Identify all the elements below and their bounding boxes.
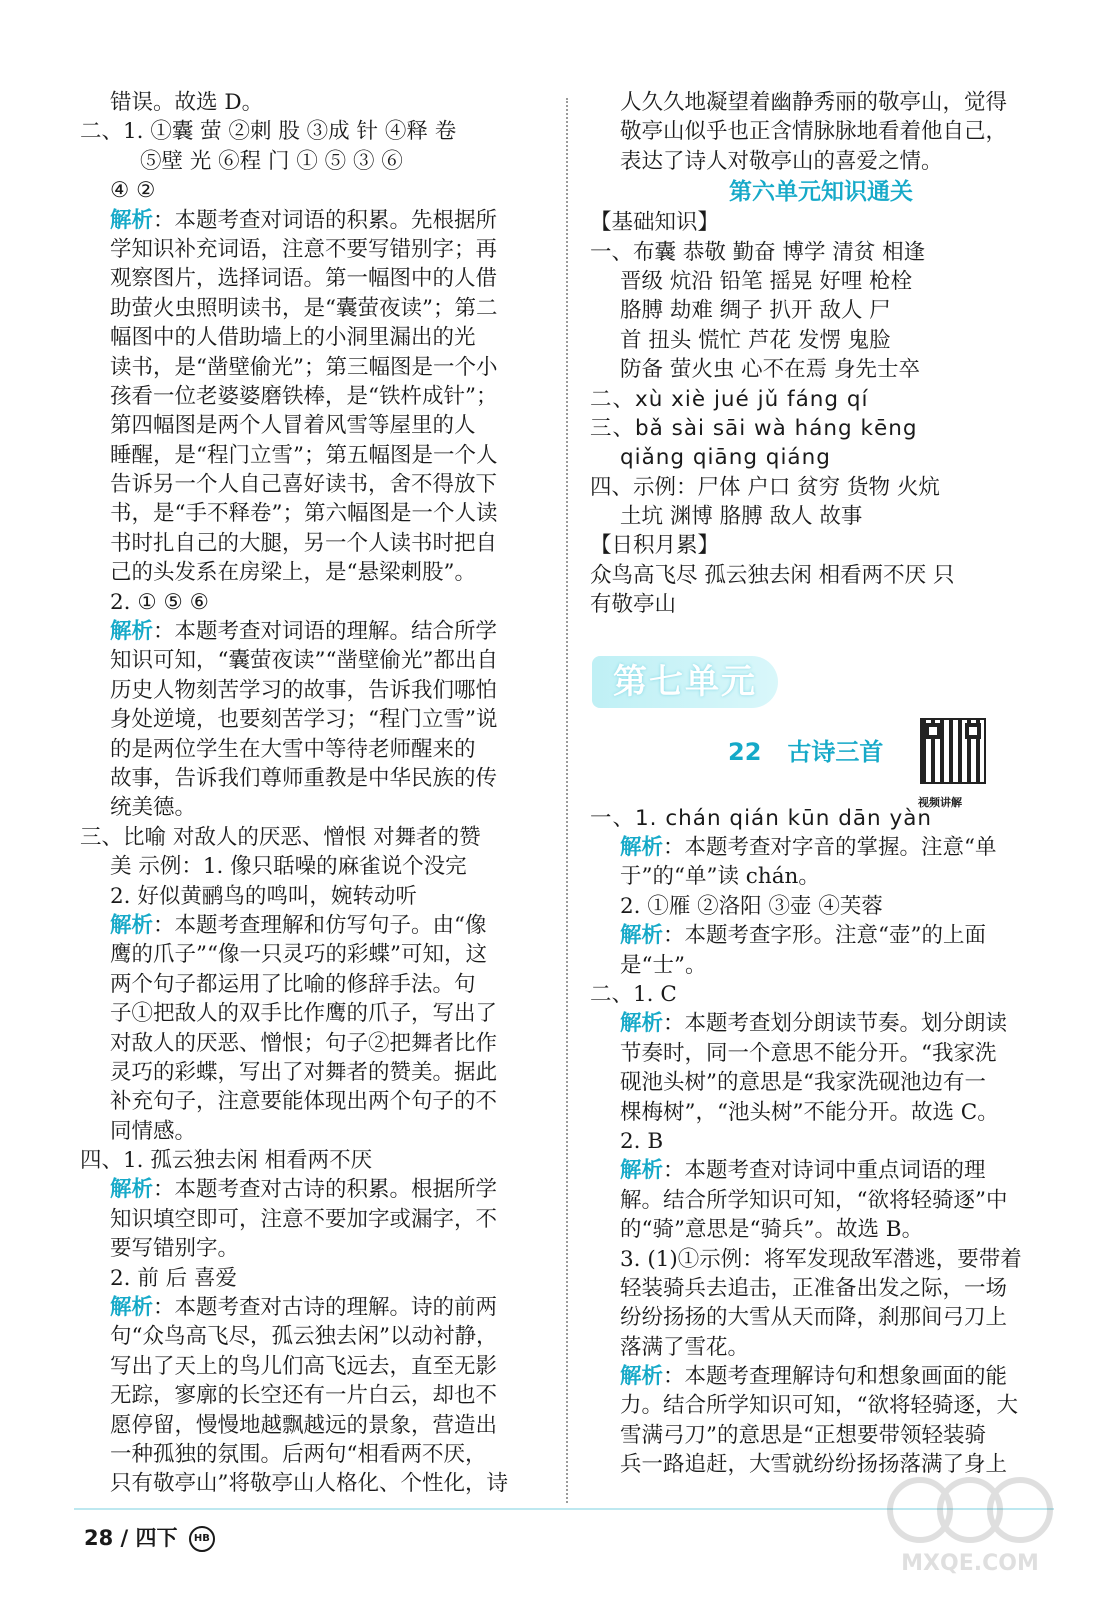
grade-label: 四下 bbox=[135, 1526, 178, 1550]
text-line bbox=[80, 1352, 548, 1381]
text-line bbox=[80, 1029, 548, 1058]
line-text: 知识可知，“囊萤夜读”“凿壁偷光”都出自 bbox=[110, 648, 498, 674]
text-line bbox=[590, 833, 1052, 862]
line-text: 睡醒，是“程门立雪”；第五幅图是一个人 bbox=[110, 442, 498, 468]
line-text: 人久久地凝望着幽静秀丽的敬亭山，觉得 bbox=[620, 90, 1008, 115]
text-line bbox=[80, 588, 548, 617]
line-text: 三、比喻 对敌人的厌恶、憎恨 对舞者的赞 bbox=[80, 824, 481, 850]
line-text: ：本题考查对古诗的理解。诗的前两 bbox=[153, 1295, 498, 1321]
text-line bbox=[80, 1411, 548, 1440]
text-line bbox=[80, 1087, 548, 1116]
text-line bbox=[80, 852, 548, 881]
line-text: 的“骑”意思是“骑兵”。故选 B。 bbox=[620, 1217, 924, 1243]
text-line bbox=[80, 882, 548, 911]
line-text: 书，是“手不释卷”；第六幅图是一个人读 bbox=[110, 501, 498, 527]
text-line bbox=[80, 529, 548, 558]
line-text: 书时扎自己的大腿，另一个人读书时把自 bbox=[110, 530, 498, 556]
unit6-section-title: 第六单元知识通关 bbox=[729, 179, 913, 206]
text-line bbox=[80, 676, 548, 705]
text-line bbox=[590, 502, 1052, 531]
line-text: 晋级 炕沿 铅笔 摇晃 好哩 枪栓 bbox=[620, 268, 913, 294]
text-line bbox=[80, 1117, 548, 1146]
text-line bbox=[80, 88, 548, 117]
text-line bbox=[590, 414, 1052, 443]
text-line bbox=[590, 561, 1052, 590]
analysis-label: 解析 bbox=[110, 1295, 154, 1321]
line-text: 节奏时，同一个意思不能分开。“我家洗 bbox=[620, 1040, 997, 1066]
text-line bbox=[80, 970, 548, 999]
line-text: 有敬亭山 bbox=[590, 592, 677, 618]
line-text: 学知识补充词语，注意不要写错别字；再 bbox=[110, 236, 498, 262]
line-text: 补充句子，注意要能体现出两个句子的不 bbox=[110, 1089, 498, 1115]
line-text: 四、示例：尸体 户口 贫穷 货物 火炕 bbox=[590, 474, 940, 500]
line-text: 鹰的爪子”“像一只灵巧的彩蝶”可知，这 bbox=[110, 942, 487, 968]
text-line bbox=[590, 1098, 1052, 1127]
text-line bbox=[590, 1421, 1052, 1450]
line-text: 孩看一位老婆婆磨铁棒，是“铁杵成针”； bbox=[110, 383, 498, 409]
text-line bbox=[80, 1264, 548, 1293]
line-text: 助萤火虫照明读书，是“囊萤夜读”；第二 bbox=[110, 295, 498, 321]
line-text: ：本题考查理解和仿写句子。由“像 bbox=[153, 912, 487, 938]
analysis-label: 解析 bbox=[620, 835, 664, 861]
text-line bbox=[590, 1186, 1052, 1215]
text-line bbox=[80, 911, 548, 940]
text-line bbox=[590, 88, 1052, 117]
line-text: 砚池头树”的意思是“我家洗砚池边有一 bbox=[620, 1070, 986, 1096]
page-number: 28 bbox=[84, 1526, 114, 1550]
line-text: 只有敬亭山”将敬亭山人格化、个性化，诗 bbox=[110, 1471, 508, 1497]
text-line bbox=[80, 735, 548, 764]
line-text: 一、布囊 恭敬 勤奋 博学 清贫 相逢 bbox=[590, 239, 926, 265]
line-text: 幅图中的人借助墙上的小洞里漏出的光 bbox=[110, 325, 476, 351]
lesson-header bbox=[590, 714, 1052, 809]
line-text: ：本题考查对词语的积累。先根据所 bbox=[153, 207, 498, 233]
text-line bbox=[590, 892, 1052, 921]
line-text: 首 扭头 慌忙 芦花 发愣 鬼脸 bbox=[620, 327, 891, 353]
line-text: 防备 萤火虫 心不在焉 身先士卒 bbox=[620, 357, 921, 383]
text-line bbox=[80, 1322, 548, 1351]
text-line bbox=[80, 1381, 548, 1410]
text-line bbox=[80, 1234, 548, 1263]
analysis-label: 解析 bbox=[620, 1158, 664, 1184]
line-text: 要写错别字。 bbox=[110, 1236, 240, 1262]
text-line bbox=[590, 117, 1052, 146]
text-line bbox=[590, 531, 1052, 560]
text-line bbox=[590, 1127, 1052, 1156]
line-text: qiǎng qiāng qiáng bbox=[620, 445, 831, 471]
text-line bbox=[590, 1215, 1052, 1244]
line-text: 2. B bbox=[620, 1128, 664, 1154]
line-text: 读书，是“凿壁偷光”；第三幅图是一个小 bbox=[110, 354, 498, 380]
analysis-label: 解析 bbox=[110, 619, 154, 645]
text-line bbox=[80, 441, 548, 470]
line-text: 同情感。 bbox=[110, 1118, 197, 1144]
text-line bbox=[590, 1333, 1052, 1362]
text-line bbox=[590, 1303, 1052, 1332]
text-line bbox=[80, 646, 548, 675]
text-line bbox=[80, 1205, 548, 1234]
line-text: 雪满弓刀”的意思是“正想要带领轻装骑 bbox=[620, 1422, 986, 1448]
qr-label: 视频讲解 bbox=[918, 795, 962, 809]
text-line bbox=[590, 980, 1052, 1009]
line-text: 知识填空即可，注意不要加字或漏字，不 bbox=[110, 1206, 498, 1232]
text-line bbox=[80, 117, 548, 146]
text-line bbox=[590, 1156, 1052, 1185]
line-text: 愿停留，慢慢地越飘越远的景象，营造出 bbox=[110, 1412, 498, 1438]
analysis-label: 解析 bbox=[620, 923, 664, 949]
line-text: 3. (1)①示例：将军发现敌军潜逃，要带着 bbox=[620, 1246, 1022, 1272]
line-text: 二、1. C bbox=[590, 981, 677, 1007]
text-line bbox=[80, 999, 548, 1028]
line-text: 落满了雪花。 bbox=[620, 1334, 750, 1360]
line-text: 一、1. chán qián kūn dān yàn bbox=[590, 805, 933, 831]
text-line bbox=[80, 147, 548, 176]
line-text: 2. 好似黄鹂鸟的鸣叫，婉转动听 bbox=[110, 883, 417, 909]
line-text: 力。结合所学知识可知，“欲将轻骑逐，大 bbox=[620, 1393, 1018, 1419]
line-text: 观察图片，选择词语。第一幅图中的人借 bbox=[110, 266, 498, 292]
line-text: 写出了天上的鸟儿们高飞远去，直至无影 bbox=[110, 1353, 498, 1379]
line-text: 【日积月累】 bbox=[590, 533, 720, 559]
poem-analysis-continued bbox=[590, 88, 1052, 176]
line-text: 美 示例：1. 像只聒噪的麻雀说个没完 bbox=[110, 854, 467, 880]
line-text: 敬亭山似乎也正含情脉脉地看着他自己， bbox=[620, 119, 1008, 145]
text-line bbox=[80, 1146, 548, 1175]
column-divider bbox=[566, 98, 568, 1503]
text-line bbox=[80, 382, 548, 411]
text-line bbox=[590, 326, 1052, 355]
line-text: 兵一路追赶，大雪就纷纷扬扬落满了身上 bbox=[620, 1452, 1008, 1478]
line-text: 二、1. ①囊 萤 ②刺 股 ③成 针 ④释 卷 bbox=[80, 119, 457, 145]
line-text: ：本题考查对字音的掌握。注意“单 bbox=[663, 835, 997, 861]
text-line bbox=[590, 238, 1052, 267]
text-line bbox=[590, 951, 1052, 980]
analysis-label: 解析 bbox=[110, 912, 154, 938]
text-line bbox=[80, 353, 548, 382]
line-text: ：本题考查划分朗读节奏。划分朗读 bbox=[663, 1011, 1008, 1037]
text-line bbox=[590, 1391, 1052, 1420]
line-text: ④ ② bbox=[110, 178, 156, 204]
text-line bbox=[590, 296, 1052, 325]
unit7-banner: 第七单元 bbox=[592, 656, 778, 708]
text-line bbox=[590, 443, 1052, 472]
watermark-logo bbox=[880, 1470, 1060, 1580]
qr-code-icon[interactable] bbox=[920, 718, 986, 784]
text-line bbox=[590, 921, 1052, 950]
text-line bbox=[80, 323, 548, 352]
text-line bbox=[590, 385, 1052, 414]
text-line bbox=[590, 1009, 1052, 1038]
text-line bbox=[590, 355, 1052, 384]
analysis-label: 解析 bbox=[620, 1364, 664, 1390]
text-line bbox=[80, 1175, 548, 1204]
line-text: 四、1. 孤云独去闲 相看两不厌 bbox=[80, 1148, 373, 1174]
line-text: 表达了诗人对敬亭山的喜爱之情。 bbox=[620, 148, 943, 174]
line-text: ⑤壁 光 ⑥程 门 ① ⑤ ③ ⑥ bbox=[140, 148, 403, 174]
line-text: 句“众鸟高飞尽，孤云独去闲”以动衬静， bbox=[110, 1324, 498, 1350]
footer-separator: / bbox=[120, 1526, 129, 1550]
text-line bbox=[590, 1245, 1052, 1274]
line-text: 历史人物刻苦学习的故事，告诉我们哪怕 bbox=[110, 677, 498, 703]
text-line bbox=[80, 793, 548, 822]
lesson-title bbox=[728, 738, 883, 767]
text-line bbox=[590, 804, 1052, 833]
text-line bbox=[80, 558, 548, 587]
line-text: 三、bǎ sài sāi wà háng kēng bbox=[590, 415, 918, 441]
line-text: 【基础知识】 bbox=[590, 210, 720, 236]
text-line bbox=[590, 147, 1052, 176]
text-line bbox=[80, 176, 548, 205]
line-text: ：本题考查对诗词中重点词语的理 bbox=[663, 1158, 986, 1184]
line-text: 的是两位学生在大雪中等待老师醒来的 bbox=[110, 736, 476, 762]
line-text: ：本题考查理解诗句和想象画面的能 bbox=[663, 1364, 1008, 1390]
text-line bbox=[80, 1440, 548, 1469]
text-line bbox=[80, 764, 548, 793]
text-line bbox=[80, 411, 548, 440]
text-line bbox=[590, 1362, 1052, 1391]
line-text: 纷纷扬扬的大雪从天而降，刹那间弓刀上 bbox=[620, 1305, 1008, 1331]
text-line bbox=[80, 617, 548, 646]
text-line bbox=[80, 294, 548, 323]
text-line bbox=[80, 499, 548, 528]
line-text: 故事，告诉我们尊师重教是中华民族的传 bbox=[110, 765, 498, 791]
text-line bbox=[80, 1293, 548, 1322]
line-text: ：本题考查对古诗的积累。根据所学 bbox=[153, 1177, 498, 1203]
line-text: 两个句子都运用了比喻的修辞手法。句 bbox=[110, 971, 476, 997]
line-text: 错误。故选 D。 bbox=[110, 90, 264, 115]
line-text: 棵梅树”，“池头树”不能分开。故选 C。 bbox=[620, 1099, 999, 1125]
line-text: 解。结合所学知识可知，“欲将轻骑逐”中 bbox=[620, 1187, 1008, 1213]
analysis-label: 解析 bbox=[110, 1177, 154, 1203]
text-line bbox=[80, 264, 548, 293]
lesson-content bbox=[590, 804, 1052, 1480]
unit6-content bbox=[590, 208, 1052, 619]
line-text: 于”的“单”读 chán。 bbox=[620, 864, 820, 890]
text-line bbox=[80, 1058, 548, 1087]
line-text: 众鸟高飞尽 孤云独去闲 相看两不厌 只 bbox=[590, 562, 955, 588]
line-text: 告诉另一个人自己喜好读书，舍不得放下 bbox=[110, 472, 498, 498]
line-text: 2. ① ⑤ ⑥ bbox=[110, 589, 209, 615]
text-line bbox=[80, 705, 548, 734]
line-text: 轻装骑兵去追击，正准备出发之际，一场 bbox=[620, 1275, 1008, 1301]
line-text: 是“士”。 bbox=[620, 952, 707, 978]
text-line bbox=[590, 1039, 1052, 1068]
line-text: 2. 前 后 喜爱 bbox=[110, 1265, 238, 1291]
text-line bbox=[590, 208, 1052, 237]
analysis-label: 解析 bbox=[110, 207, 154, 233]
text-line bbox=[80, 823, 548, 852]
analysis-label: 解析 bbox=[620, 1011, 664, 1037]
edition-badge: HB bbox=[189, 1526, 215, 1552]
right-column bbox=[590, 88, 1052, 1480]
line-text: 土坑 渊博 胳膊 敌人 故事 bbox=[620, 504, 863, 530]
line-text: 己的头发系在房梁上，是“悬梁刺股”。 bbox=[110, 560, 476, 586]
line-text: 统美德。 bbox=[110, 795, 197, 821]
lesson-number: 22 bbox=[728, 737, 762, 766]
line-text: 灵巧的彩蝶，写出了对舞者的赞美。据此 bbox=[110, 1059, 498, 1085]
watermark-text: MXQE.COM bbox=[901, 1551, 1039, 1576]
text-line bbox=[80, 940, 548, 969]
text-line bbox=[590, 473, 1052, 502]
text-line bbox=[80, 470, 548, 499]
line-text: 子①把敌人的双手比作鹰的爪子，写出了 bbox=[110, 1001, 498, 1027]
left-column bbox=[80, 88, 548, 1499]
text-line bbox=[590, 862, 1052, 891]
text-line bbox=[590, 1068, 1052, 1097]
line-text: 无踪，寥廓的长空还有一片白云，却也不 bbox=[110, 1383, 498, 1409]
text-line bbox=[80, 206, 548, 235]
line-text: 二、xù xiè jué jǔ fáng qí bbox=[590, 386, 869, 412]
lesson-name: 古诗三首 bbox=[787, 737, 884, 766]
page-footer bbox=[84, 1522, 215, 1552]
line-text: ：本题考查字形。注意“壶”的上面 bbox=[663, 923, 986, 949]
line-text: 一种孤独的氛围。后两句“相看两不厌， bbox=[110, 1441, 487, 1467]
line-text: ：本题考查对词语的理解。结合所学 bbox=[153, 619, 498, 645]
line-text: 2. ①雁 ②洛阳 ③壶 ④芙蓉 bbox=[620, 893, 883, 919]
text-line bbox=[80, 235, 548, 264]
text-line bbox=[590, 590, 1052, 619]
line-text: 身处逆境，也要刻苦学习；“程门立雪”说 bbox=[110, 707, 498, 733]
line-text: 对敌人的厌恶、憎恨；句子②把舞者比作 bbox=[110, 1030, 498, 1056]
text-line bbox=[80, 1469, 548, 1498]
text-line bbox=[590, 1274, 1052, 1303]
text-line bbox=[590, 267, 1052, 296]
line-text: 胳膊 劫难 绸子 扒开 敌人 尸 bbox=[620, 298, 891, 324]
line-text: 第四幅图是两个人冒着风雪等屋里的人 bbox=[110, 413, 476, 439]
